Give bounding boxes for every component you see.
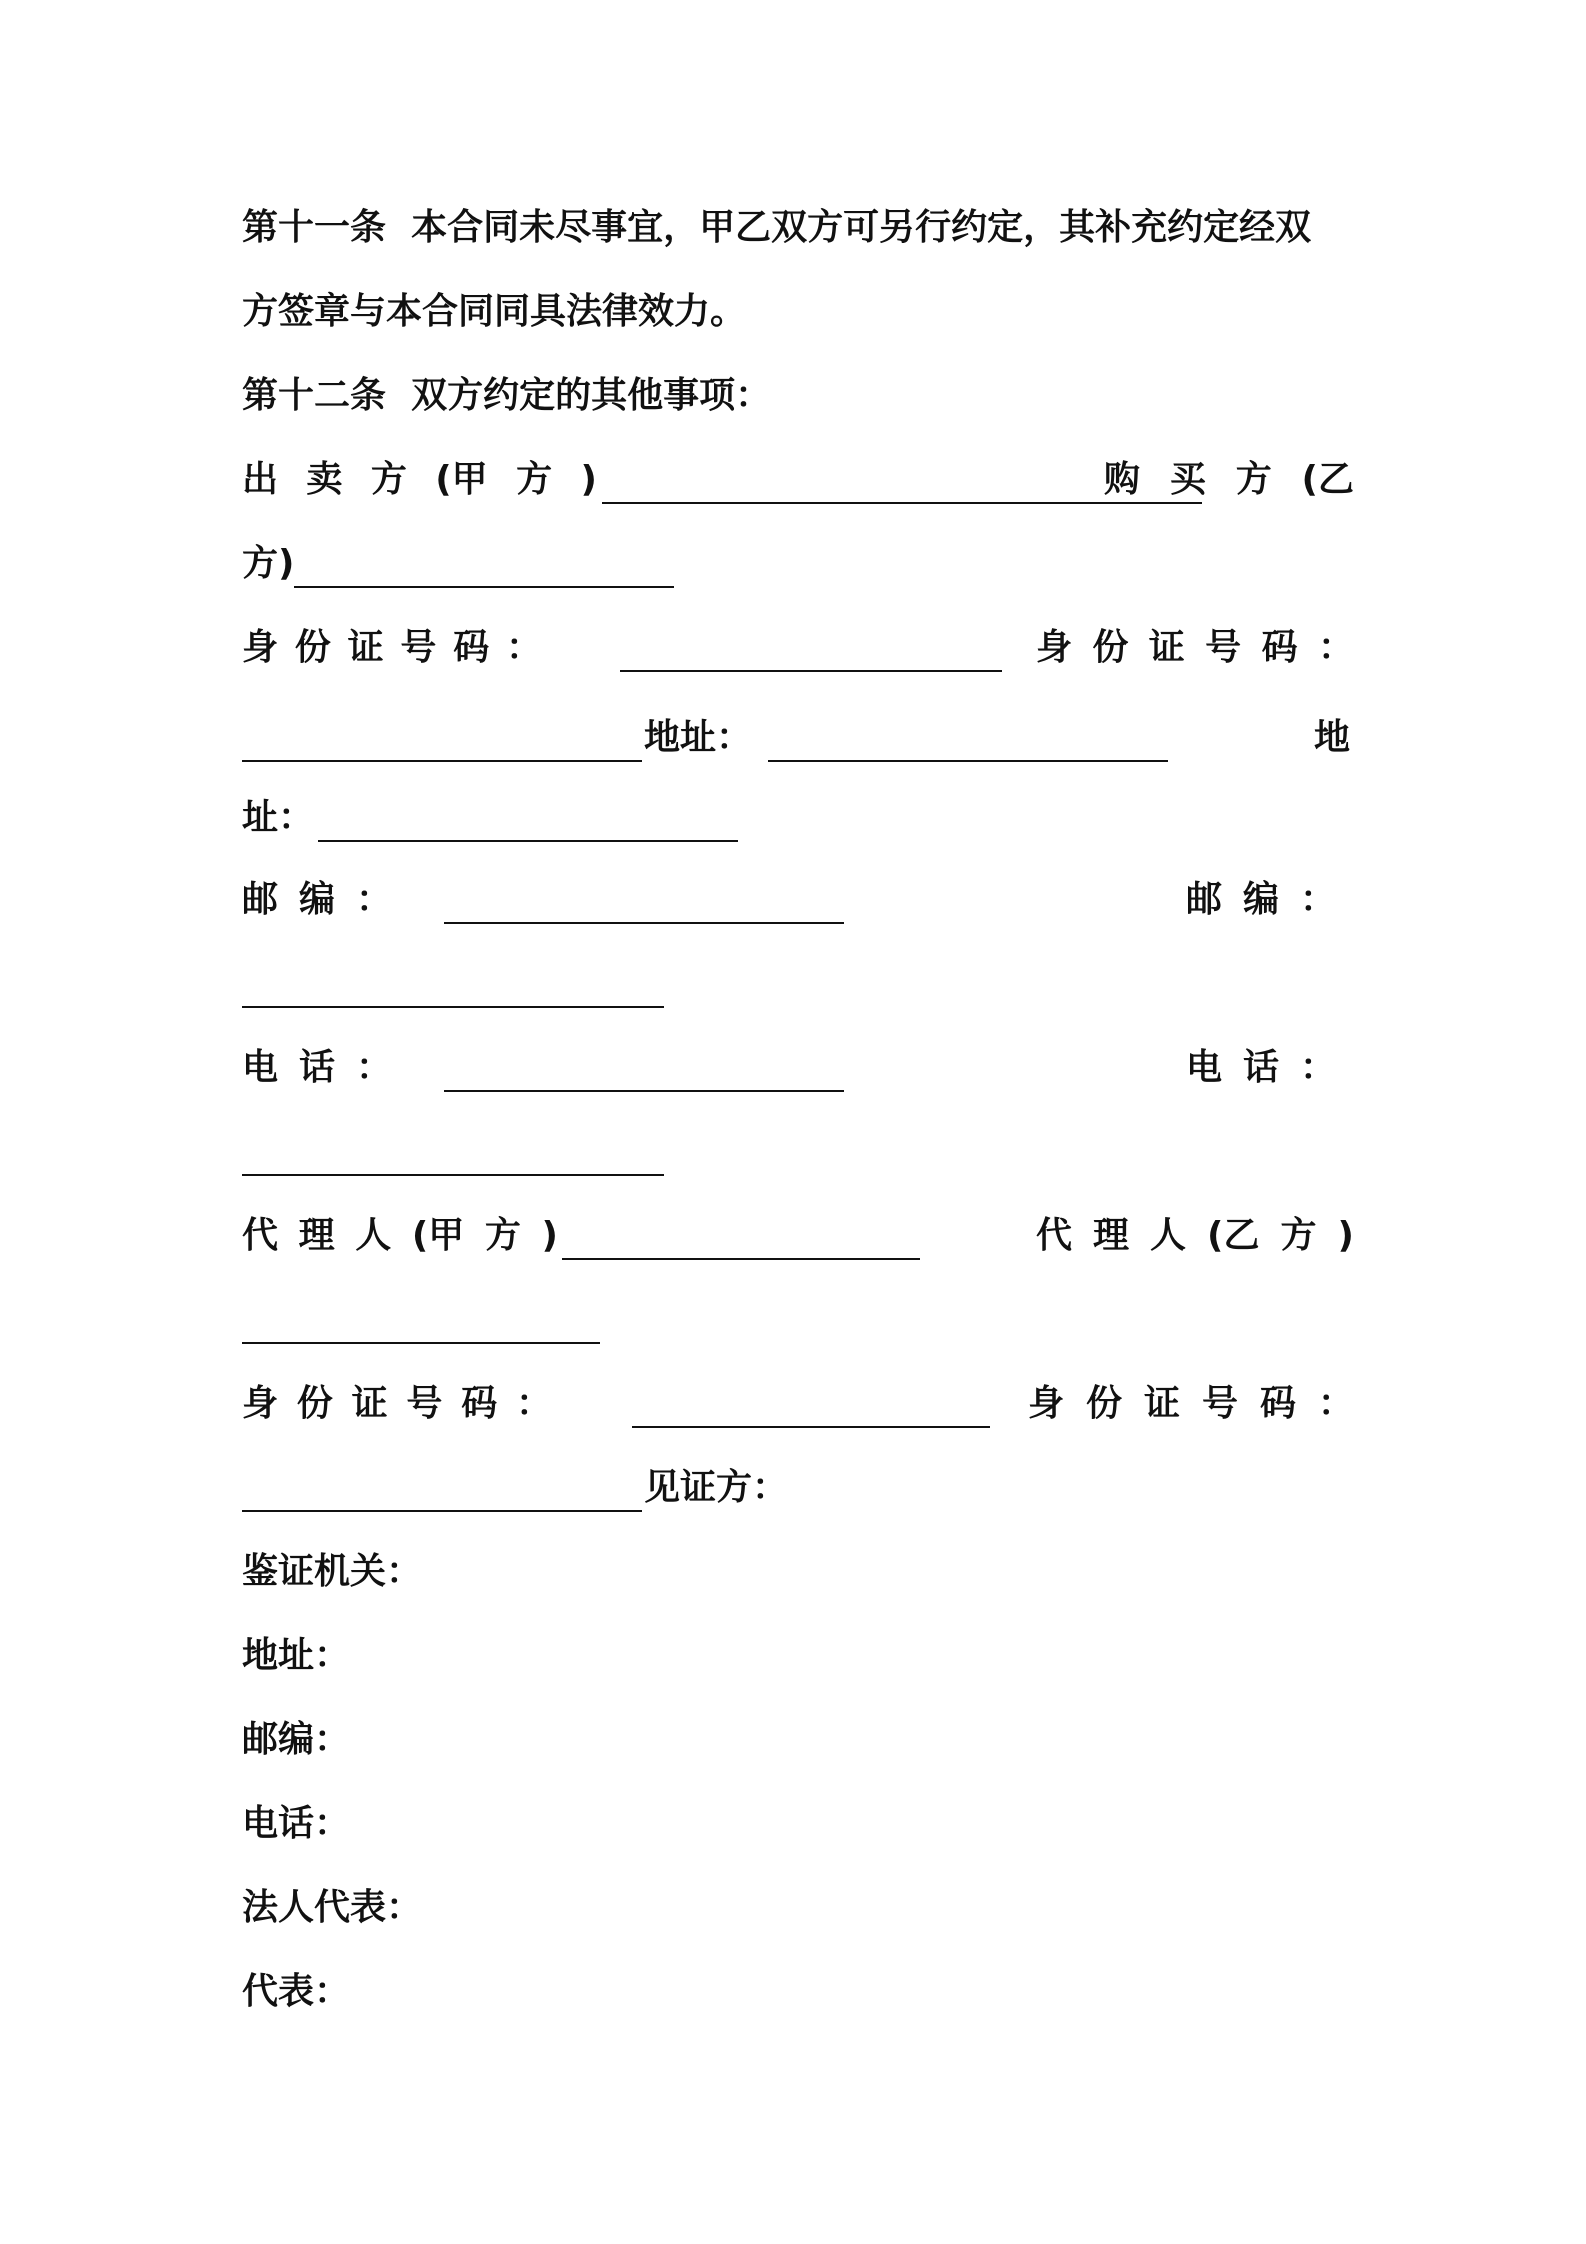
clause-12: 第十二条 双方约定的其他事项：	[242, 375, 772, 416]
buyer-id-blank[interactable]	[242, 720, 642, 762]
agent-row-cont	[242, 1290, 1354, 1350]
authority-address: 地址：	[242, 1635, 351, 1676]
buyer-phone-label: 电 话 ：	[1186, 1047, 1336, 1088]
seller-postcode-blank[interactable]	[444, 882, 844, 924]
buyer-name-blank[interactable]	[294, 546, 674, 588]
buyer-label-cont: 方)	[242, 543, 295, 584]
seller-id-label: 身 份 证 号 码 ：	[242, 627, 542, 668]
address-row-cont	[242, 788, 1354, 848]
buyer-phone-blank[interactable]	[242, 1134, 664, 1176]
agent-b-blank[interactable]	[242, 1302, 600, 1344]
agent-b-id-blank[interactable]	[242, 1470, 642, 1512]
address-row	[242, 708, 1354, 768]
buyer-id-label: 身 份 证 号 码 ：	[1036, 627, 1354, 668]
buyer-label: 购 买 方 (乙	[1104, 459, 1354, 500]
authority-phone: 电话：	[242, 1803, 351, 1844]
buyer-postcode-blank[interactable]	[242, 966, 664, 1008]
agent-a-label: 代 理 人 (甲 方 )	[242, 1215, 558, 1256]
phone-row	[242, 1038, 1354, 1098]
seller-id-blank[interactable]	[620, 630, 1002, 672]
witness-row	[242, 1458, 1354, 1518]
authority-postcode: 邮编：	[242, 1719, 351, 1760]
seller-postcode-label: 邮 编 ：	[242, 879, 392, 920]
postcode-row	[242, 870, 1354, 930]
seller-address-label: 地址：	[644, 717, 753, 758]
agent-row	[242, 1206, 1354, 1266]
postcode-row-cont	[242, 954, 1354, 1014]
buyer-address-label: 地	[1314, 717, 1351, 758]
buyer-postcode-label: 邮 编 ：	[1186, 879, 1336, 920]
agent-id-row	[242, 1374, 1354, 1434]
id-row	[242, 618, 1354, 678]
agent-a-id-blank[interactable]	[632, 1386, 990, 1428]
agent-a-blank[interactable]	[562, 1218, 920, 1260]
phone-row-cont	[242, 1122, 1354, 1182]
agent-a-id-label: 身 份 证 号 码 ：	[242, 1383, 552, 1424]
seller-label: 出 卖 方 (甲 方 )	[242, 459, 597, 500]
seller-address-blank[interactable]	[768, 720, 1168, 762]
authority-rep: 代表：	[242, 1971, 351, 2012]
witness-label: 见证方：	[644, 1467, 789, 1508]
seller-phone-label: 电 话 ：	[242, 1047, 392, 1088]
clause-11-line-1: 第十一条 本合同未尽事宜，甲乙双方可另行约定，其补充约定经双	[242, 207, 1312, 248]
seller-buyer-row	[242, 450, 1354, 510]
buyer-row-cont	[242, 534, 1354, 594]
agent-b-id-label: 身 份 证 号 码 ：	[1028, 1383, 1354, 1424]
agent-b-label: 代 理 人 (乙 方 )	[1036, 1215, 1354, 1256]
authority-legal-rep: 法人代表：	[242, 1887, 423, 1928]
contract-page	[242, 0, 1354, 2244]
buyer-address-blank[interactable]	[318, 800, 738, 842]
buyer-address-label-cont: 址：	[242, 797, 315, 838]
seller-phone-blank[interactable]	[444, 1050, 844, 1092]
authority-title: 鉴证机关：	[242, 1551, 423, 1592]
clause-11-line-2: 方签章与本合同同具法律效力。	[242, 291, 747, 332]
